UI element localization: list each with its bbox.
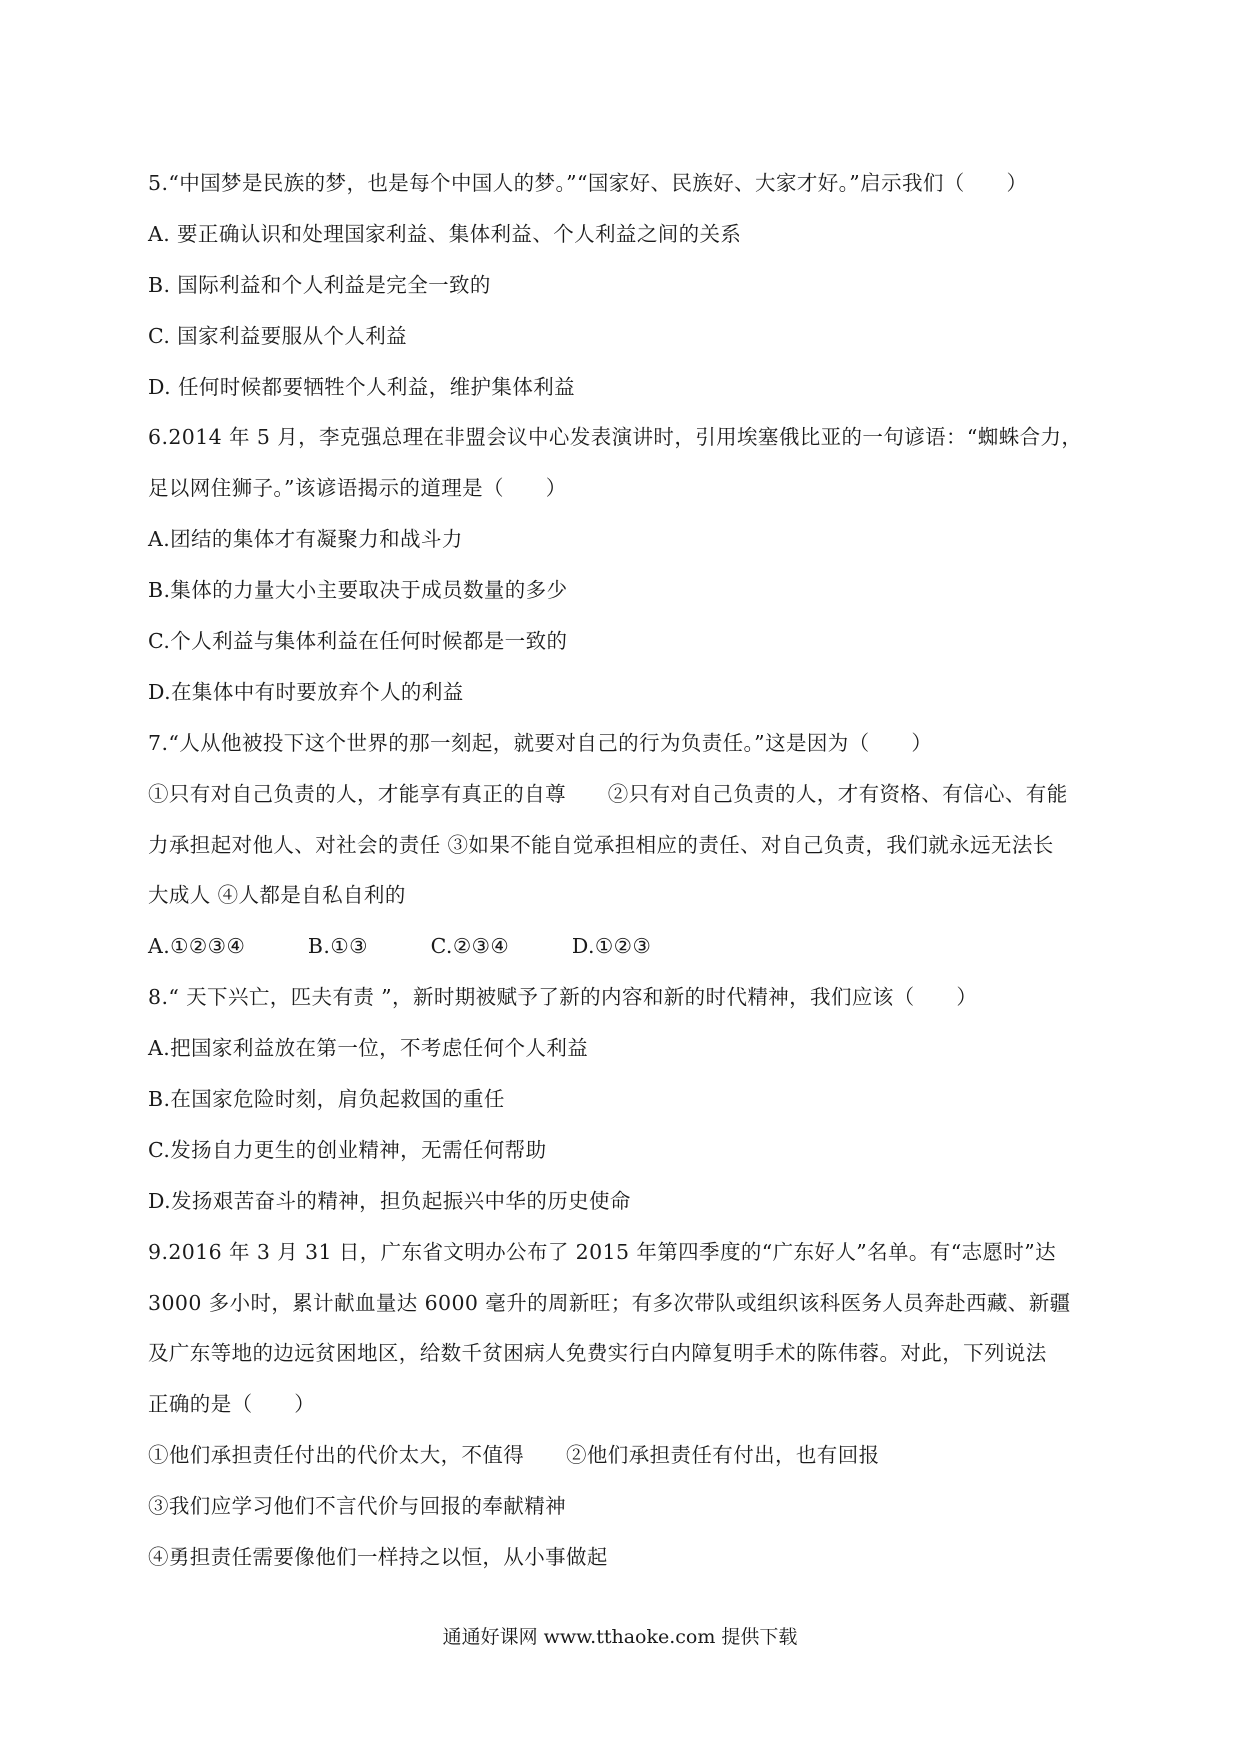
q6-option-a: A.团结的集体才有凝聚力和战斗力 [148, 527, 463, 552]
q8-option-d: D.发扬艰苦奋斗的精神，担负起振兴中华的历史使命 [148, 1188, 631, 1213]
q8-option-a: A.把国家利益放在第一位，不考虑任何个人利益 [148, 1036, 589, 1061]
q6-option-d: D.在集体中有时要放弃个人的利益 [148, 679, 464, 704]
q7-statements-line3: 大成人 ④人都是自私自利的 [148, 883, 406, 908]
q9-stem-line1: 9.2016 年 3 月 31 日，广东省文明办公布了 2015 年第四季度的“广东好人”名单。有“志愿时”达 [148, 1239, 1057, 1264]
q5-stem: 5.“中国梦是民族的梦，也是每个中国人的梦。”“国家好、民族好、大家才好。”启示我们（ ） [148, 171, 1028, 195]
q8-stem: 8.“ 天下兴亡，匹夫有责 ”，新时期被赋予了新的内容和新的时代精神，我们应该（ ） [148, 985, 978, 1010]
q7-statements-line1: ①只有对自己负责的人，才能享有真正的自尊 ②只有对自己负责的人，才有资格、有信心、有能 [148, 781, 1068, 806]
q5-option-b: B. 国际利益和个人利益是完全一致的 [148, 272, 491, 297]
q7-statements-line2: 力承担起对他人、对社会的责任 ③如果不能自觉承担相应的责任、对自己负责，我们就永远无法长 [148, 832, 1054, 857]
q9-statements-line3: ④勇担责任需要像他们一样持之以恒，从小事做起 [148, 1545, 608, 1570]
question-content [148, 158, 1108, 1583]
q6-stem-line2: 足以网住狮子。”该谚语揭示的道理是（ ） [148, 476, 567, 501]
page-footer: 通通好课网 www.tthaoke.com 提供下载 [442, 1626, 798, 1648]
q9-stem-line2: 3000 多小时，累计献血量达 6000 毫升的周新旺；有多次带队或组织该科医务人员奔赴西藏、新疆 [148, 1290, 1071, 1315]
q8-option-c: C.发扬自力更生的创业精神，无需任何帮助 [148, 1137, 547, 1162]
q9-statements-line2: ③我们应学习他们不言代价与回报的奉献精神 [148, 1494, 566, 1519]
q6-option-c: C.个人利益与集体利益在任何时候都是一致的 [148, 629, 568, 654]
q7-stem: 7.“人从他被投下这个世界的那一刻起，就要对自己的行为负责任。”这是因为（ ） [148, 730, 933, 755]
q9-stem-line4: 正确的是（ ） [148, 1392, 316, 1417]
q5-option-d: D. 任何时候都要牺牲个人利益，维护集体利益 [148, 374, 576, 399]
q9-statements-line1: ①他们承担责任付出的代价太大，不值得 ②他们承担责任有付出，也有回报 [148, 1443, 880, 1468]
q5-option-a: A. 要正确认识和处理国家利益、集体利益、个人利益之间的关系 [148, 221, 742, 246]
q8-option-b: B.在国家危险时刻，肩负起救国的重任 [148, 1087, 505, 1112]
q6-option-b: B.集体的力量大小主要取决于成员数量的多少 [148, 578, 568, 603]
q7-options: A.①②③④ B.①③ C.②③④ D.①②③ [148, 934, 652, 959]
q5-option-c: C. 国家利益要服从个人利益 [148, 323, 408, 348]
q9-stem-line3: 及广东等地的边远贫困地区，给数千贫困病人免费实行白内障复明手术的陈伟蓉。对此，下列说法 [148, 1341, 1047, 1366]
q6-stem-line1: 6.2014 年 5 月，李克强总理在非盟会议中心发表演讲时，引用埃塞俄比亚的一句谚语：“蜘蛛合力， [148, 425, 1083, 450]
